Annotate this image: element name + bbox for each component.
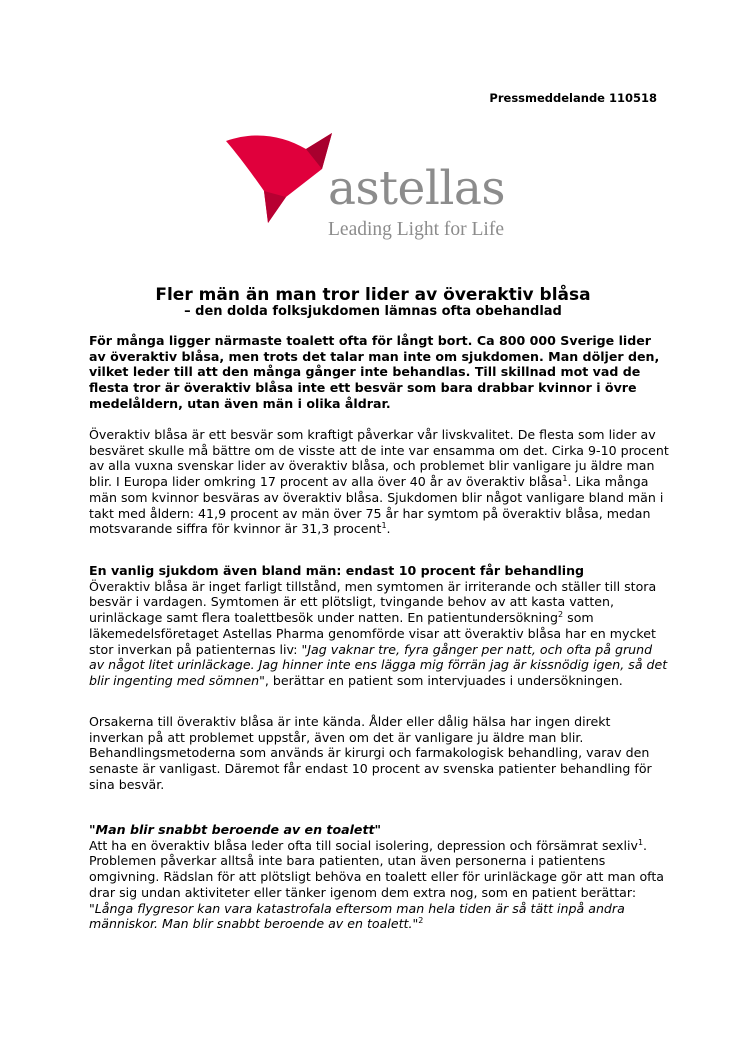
- press-release-label: Pressmeddelande 110518: [489, 91, 657, 105]
- footnote-ref: 2: [418, 916, 424, 926]
- page-subtitle: – den dolda folksjukdomen lämnas ofta obehandlad: [184, 304, 562, 319]
- footnote-ref: 2: [558, 609, 564, 619]
- section-toilet-dependence: [89, 822, 669, 932]
- causes-paragraph: Orsakerna till överaktiv blåsa är inte kända. Ålder eller dålig hälsa har ingen direkt inverkan på att problemet uppstår, även om det är vanligare ju äldre man blir. Behandlingsmetoderna som används är kirurgi och farmakologisk behandling, varav den senaste är vanligast. Däremot får endast 10 procent av svenska patienter behandling för sina besvär.: [89, 714, 652, 792]
- intro-text-a: Överaktiv blåsa är ett besvär som kraftigt påverkar vår livskvalitet. De flesta som lider av besväret skulle må bättre om de visste att de inte var ensamma om det. Cirka 9-10 procent av alla vuxna svenskar lider av överaktiv blåsa, och problemet blir vanligare ju äldre man blir. I Europa lider omkring 17 procent av alla över 40 år av överaktiv blåsa: [89, 427, 669, 490]
- section-heading: En vanlig sjukdom även bland män: endast 10 procent får behandling: [89, 563, 585, 578]
- footnote-ref: 1: [381, 521, 387, 531]
- intro-paragraph: [89, 427, 669, 537]
- intro-text-b: . Lika många män som kvinnor besväras av överaktiv blåsa. Sjukdomen blir något vanligare bland män i takt med åldern: 41,9 procent av män över 75 år har symtom på överaktiv blåsa, medan motsvarande siffra för kvinnor är 31,3 procent: [89, 474, 664, 537]
- patient-quote: "Långa flygresor kan vara katastrofala eftersom man hela tiden är så tätt inpå andra människor. Man blir snabbt beroende av en toalett.": [89, 900, 625, 932]
- section-text-c: ", berättar en patient som intervjuades i undersökningen.: [259, 672, 623, 688]
- section-common-disease: [89, 563, 669, 689]
- section-text-b: som läkemedelsföretaget Astellas Pharma genomförde visar att överaktiv blåsa har en mycket stor inverkan på patienternas liv:: [89, 610, 656, 657]
- footnote-ref: 1: [562, 473, 568, 483]
- logo-tagline: Leading Light for Life: [328, 219, 504, 240]
- section-text-b: . Problemen påverkar alltså inte bara patienten, utan även personerna i patientens omgivning. Rädslan för att plötsligt behöva en toalett eller för urinläckage gör att man ofta drar sig undan aktiviteter eller tänker igenom dem extra nog, som en patient berättar:: [89, 837, 665, 900]
- footnote-ref: 1: [637, 837, 644, 847]
- section-text-a: Överaktiv blåsa är inget farligt tillstånd, men symtomen är irriterande och ställer till stora besvär i vardagen. Symtomen är ett plötsligt, tvingande behov av att kasta vatten, urinläckage samt flera toalettbesök under natten. En patientundersökning: [89, 578, 657, 626]
- page-title: Fler män än man tror lider av överaktiv blåsa: [155, 285, 591, 305]
- astellas-logo: [224, 127, 524, 242]
- logo-wordmark: astellas: [328, 161, 506, 216]
- lead-paragraph: För många ligger närmaste toalett ofta för långt bort. Ca 800 000 Sverige lider av överaktiv blåsa, men trots det talar man inte om sjukdomen. Man döljer den, vilket leder till att den många gånger inte behandlas. Till skillnad mot vad de flesta tror är överaktiv blåsa inte ett besvär som bara drabbar kvinnor i övre medelåldern, utan även män i olika åldrar.: [89, 333, 660, 411]
- patient-quote: "Jag vaknar tre, fyra gånger per natt, och ofta på grund av något litet urinläckage. Jag hinner inte ens lägga mig förrän jag är kissnödig igen, så det blir ingenting med sömnen: [89, 641, 668, 688]
- intro-text-c: .: [386, 521, 391, 537]
- section-heading: "Man blir snabbt beroende av en toalett": [89, 822, 382, 837]
- section-text-a: Att ha en överaktiv blåsa leder ofta till social isolering, depression och försämrat sexliv: [89, 837, 638, 853]
